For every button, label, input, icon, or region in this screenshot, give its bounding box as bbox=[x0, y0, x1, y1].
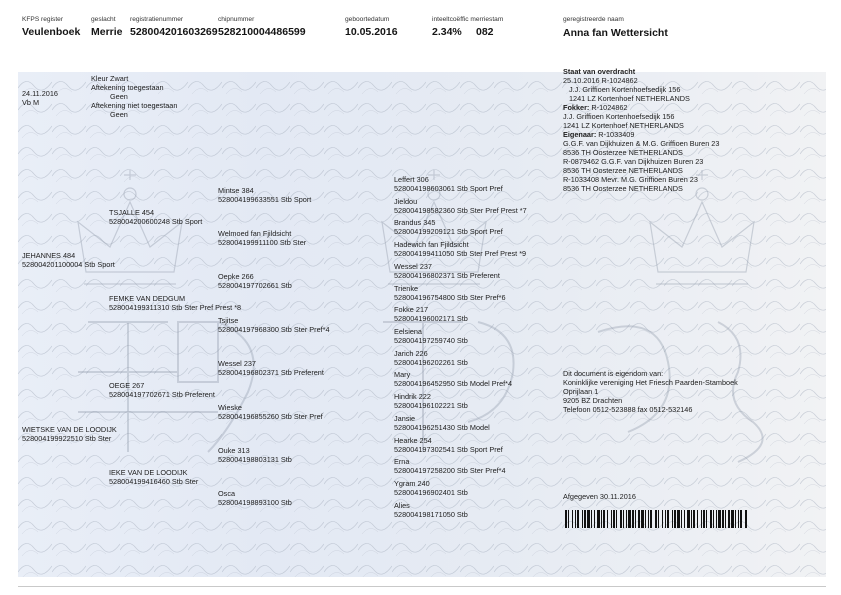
sire-name: JEHANNES 484 bbox=[22, 251, 76, 260]
barcode bbox=[565, 510, 748, 528]
label-chip-number: chipnummer bbox=[218, 16, 255, 23]
transfer-line: 8536 TH Oosterzee NETHERLANDS bbox=[563, 166, 683, 175]
value-chip-number: 528210004486599 bbox=[218, 26, 306, 38]
owner-line bbox=[563, 131, 634, 139]
ggg-parent-name: Hindrik 222 bbox=[394, 392, 431, 401]
transfer-line: 1241 LZ Kortenhoef NETHERLANDS bbox=[563, 121, 684, 130]
great-grandparent-name: Wieske bbox=[218, 403, 242, 412]
label-registered-name: geregistreerde naam bbox=[563, 16, 624, 23]
label-gender: geslacht bbox=[91, 16, 116, 23]
ggg-parent-name: Mary bbox=[394, 370, 411, 379]
great-grandparent-name: Ouke 313 bbox=[218, 446, 250, 455]
ggg-parent-line: 528004198582360 Stb Ster Pref Prest *7 bbox=[394, 206, 527, 215]
transfer-title: Staat van overdracht bbox=[563, 67, 636, 76]
label-inbreeding: inteeltcoëffic merriestam bbox=[432, 16, 504, 23]
ggg-parent-name: Alies bbox=[394, 501, 410, 510]
transfer-line: R-1033408 Mevr. M.G. Griffioen Buren 23 bbox=[563, 175, 698, 184]
info-marking-allowed-value: Geen bbox=[110, 92, 128, 101]
ggg-parent-line: 528004196452950 Stb Model Pref*4 bbox=[394, 379, 513, 388]
ggg-parent-name: Hearke 254 bbox=[394, 436, 432, 445]
great-grandparent-line: 528004196855260 Stb Ster Pref bbox=[218, 412, 323, 421]
ggg-parent-line: 528004196754800 Stb Ster Pref*6 bbox=[394, 293, 506, 302]
ggg-parent-name: Brandus 345 bbox=[394, 218, 436, 227]
value-gender: Merrie bbox=[91, 26, 123, 38]
ggg-parent-name: Wessel 237 bbox=[394, 262, 432, 271]
great-grandparent-name: Tsjitse bbox=[218, 316, 239, 325]
ggg-parent-name: Ygram 240 bbox=[394, 479, 430, 488]
transfer-line: 25.10.2016 R-1024862 bbox=[563, 76, 638, 85]
ggg-parent-line: 528004197259740 Stb bbox=[394, 336, 468, 345]
info-marking-allowed: Aftekening toegestaan bbox=[91, 83, 164, 92]
grandparent-line: 528004199416460 Stb Ster bbox=[109, 477, 199, 486]
transfer-line: 8536 TH Oosterzee NETHERLANDS bbox=[563, 184, 683, 193]
great-grandparent-name: Oepke 266 bbox=[218, 272, 254, 281]
value-inbreeding: 2.34% bbox=[432, 26, 462, 38]
info-marking-not-allowed: Aftekening niet toegestaan bbox=[91, 101, 178, 110]
ggg-parent-name: Eelsiena bbox=[394, 327, 422, 336]
ggg-parent-name: Jarich 226 bbox=[394, 349, 428, 358]
ggg-parent-line: 528004196902401 Stb bbox=[394, 488, 468, 497]
grandparent-name: IEKE VAN DE LOODIJK bbox=[109, 468, 188, 477]
ggg-parent-line: 528004198603061 Stb Sport Pref bbox=[394, 184, 503, 193]
ggg-parent-line: 528004199411050 Stb Ster Pref Prest *9 bbox=[394, 249, 527, 258]
info-date: 24.11.2016 bbox=[22, 89, 58, 98]
ggg-parent-line: 528004199209121 Stb Sport Pref bbox=[394, 227, 503, 236]
info-code: Vb M bbox=[22, 98, 40, 107]
grandparent-name: OEGE 267 bbox=[109, 381, 145, 390]
page-edge-line bbox=[18, 586, 826, 587]
owner-value: R-1033409 bbox=[596, 130, 635, 139]
great-grandparent-line: 528004199633551 Stb Sport bbox=[218, 195, 312, 204]
ggg-parent-name: Trienke bbox=[394, 284, 419, 293]
transfer-line: 8536 TH Oosterzee NETHERLANDS bbox=[563, 148, 683, 157]
ggg-parent-name: Fokke 217 bbox=[394, 305, 429, 314]
transfer-line: J.J. Griffioen Kortenhoefsedijk 156 bbox=[569, 85, 681, 94]
ownership-line: Koninklijke vereniging Het Friesch Paarden-Stamboek bbox=[563, 378, 738, 387]
ownership-line: Telefoon 0512-523888 fax 0512-532146 bbox=[563, 405, 693, 414]
info-marking-not-allowed-value: Geen bbox=[110, 110, 128, 119]
sire-line: 528004201100004 Stb Sport bbox=[22, 260, 115, 269]
value-mare-line: 082 bbox=[476, 26, 494, 38]
great-grandparent-name: Wessel 237 bbox=[218, 359, 256, 368]
transfer-line: 1241 LZ Kortenhoef NETHERLANDS bbox=[569, 94, 690, 103]
great-grandparent-line: 528004199911100 Stb Ster bbox=[218, 238, 307, 247]
label-birth-date: geboortedatum bbox=[345, 16, 390, 23]
ggg-parent-line: 528004196251430 Stb Model bbox=[394, 423, 490, 432]
ggg-parent-line: 528004197302541 Stb Sport Pref bbox=[394, 445, 503, 454]
great-grandparent-line: 528004197968300 Stb Ster Pref*4 bbox=[218, 325, 330, 334]
info-color: Kleur Zwart bbox=[91, 74, 129, 83]
value-registration-number: 528004201603269 bbox=[130, 26, 218, 38]
breeder-line bbox=[563, 104, 628, 112]
great-grandparent-name: Mintse 384 bbox=[218, 186, 254, 195]
ggg-parent-line: 528004196202261 Stb bbox=[394, 358, 468, 367]
ggg-parent-name: Leffert 306 bbox=[394, 175, 429, 184]
label-registration-number: registratienummer bbox=[130, 16, 184, 23]
ggg-parent-name: Erna bbox=[394, 457, 410, 466]
breeder-value: R-1024862 bbox=[589, 103, 628, 112]
ownership-line: 9205 BZ Drachten bbox=[563, 396, 623, 405]
grandparent-line: 528004200600248 Stb Sport bbox=[109, 217, 203, 226]
grandparent-line: 528004199311310 Stb Ster Pref Prest *8 bbox=[109, 303, 242, 312]
grandparent-name: TSJALLE 454 bbox=[109, 208, 155, 217]
ggg-parent-name: Jieldou bbox=[394, 197, 418, 206]
great-grandparent-name: Welmoed fan Fjildsicht bbox=[218, 229, 292, 238]
grandparent-line: 528004197702671 Stb Preferent bbox=[109, 390, 215, 399]
great-grandparent-name: Osca bbox=[218, 489, 236, 498]
ggg-parent-line: 528004197258200 Stb Ster Pref*4 bbox=[394, 466, 506, 475]
value-register: Veulenboek bbox=[22, 26, 81, 38]
issued-date: Afgegeven 30.11.2016 bbox=[563, 492, 636, 501]
transfer-line: R-0879462 G.G.F. van Dijkhuizen Buren 23 bbox=[563, 157, 704, 166]
value-registered-name: Anna fan Wettersicht bbox=[563, 27, 668, 39]
transfer-line: J.J. Griffioen Kortenhoefsedijk 156 bbox=[563, 112, 675, 121]
ggg-parent-line: 528004196102221 Stb bbox=[394, 401, 468, 410]
label-register: KFPS register bbox=[22, 16, 64, 23]
great-grandparent-line: 528004197702661 Stb bbox=[218, 281, 292, 290]
value-birth-date: 10.05.2016 bbox=[345, 26, 398, 38]
transfer-line: G.G.F. van Dijkhuizen & M.G. Griffioen Buren 23 bbox=[563, 139, 720, 148]
ggg-parent-line: 528004198171050 Stb bbox=[394, 510, 468, 519]
breeder-label: Fokker: bbox=[563, 103, 590, 112]
owner-label: Eigenaar: bbox=[563, 130, 597, 139]
ggg-parent-line: 528004196002171 Stb bbox=[394, 314, 468, 323]
ownership-line: Oprijlaan 1 bbox=[563, 387, 599, 396]
ggg-parent-name: Jansie bbox=[394, 414, 416, 423]
ggg-parent-name: Hadewich fan Fjildsicht bbox=[394, 240, 469, 249]
great-grandparent-line: 528004198893100 Stb bbox=[218, 498, 292, 507]
great-grandparent-line: 528004198803131 Stb bbox=[218, 455, 292, 464]
great-grandparent-line: 528004196802371 Stb Preferent bbox=[218, 368, 324, 377]
ownership-line: Dit document is eigendom van: bbox=[563, 369, 664, 378]
ggg-parent-line: 528004196802371 Stb Preferent bbox=[394, 271, 500, 280]
dam-line: 528004199922510 Stb Ster bbox=[22, 434, 112, 443]
grandparent-name: FEMKE VAN DEDGUM bbox=[109, 294, 186, 303]
dam-name: WIETSKE VAN DE LOODIJK bbox=[22, 425, 117, 434]
